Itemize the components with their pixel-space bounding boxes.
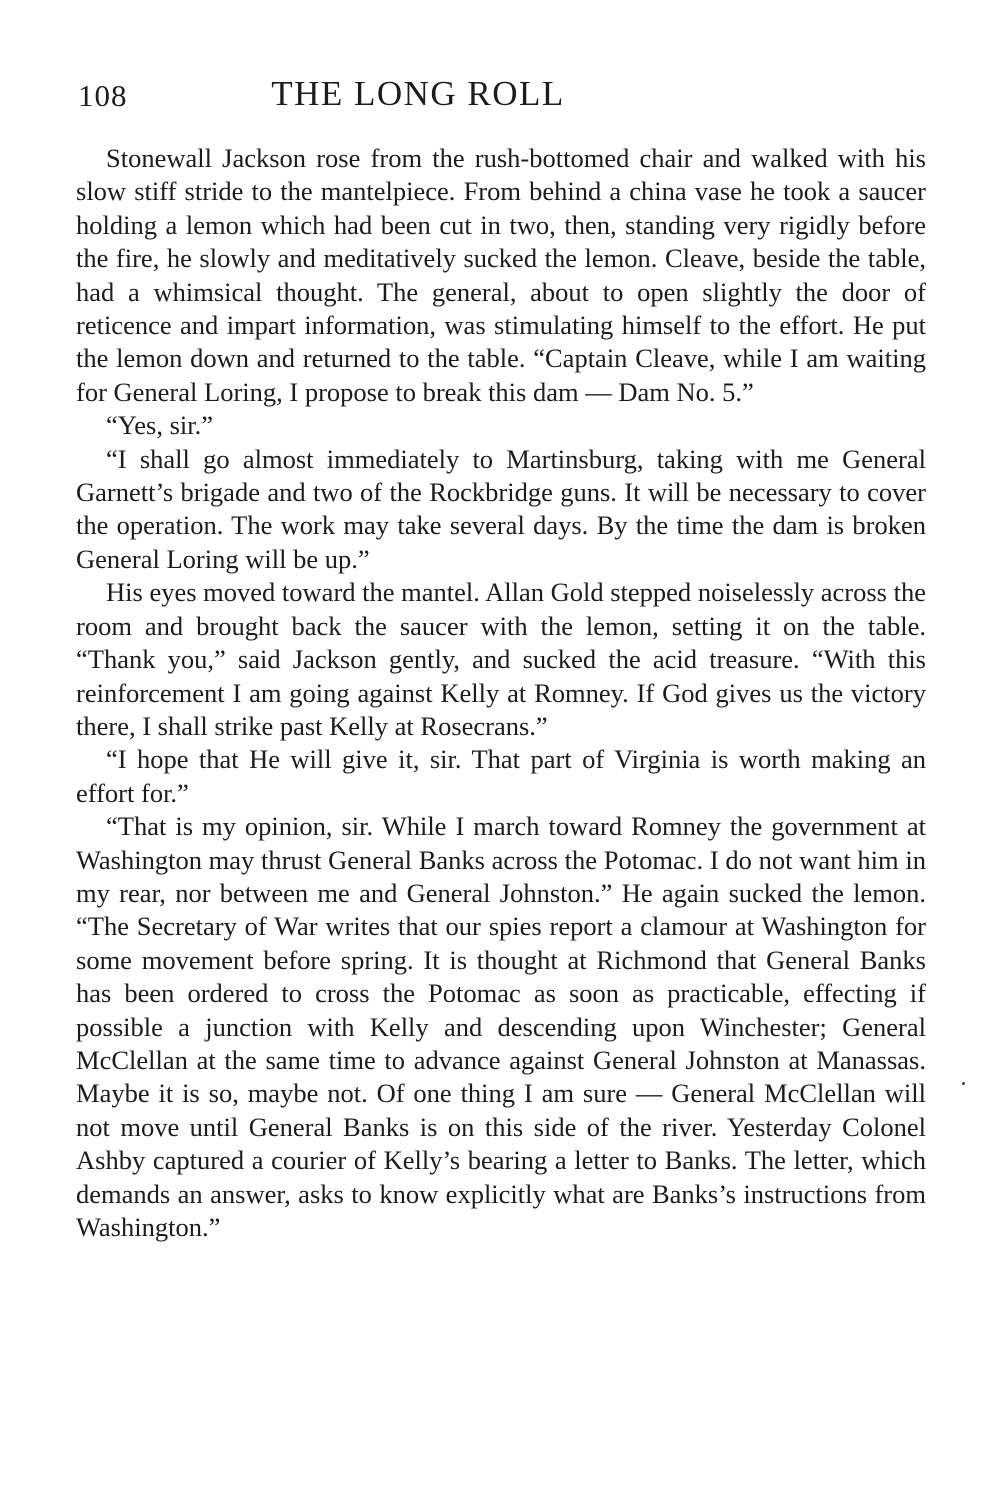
body-text bbox=[76, 142, 926, 1244]
print-speck bbox=[962, 1082, 965, 1085]
paragraph-5: “I hope that He will give it, sir. That part of Virginia is worth making an effort for.” bbox=[76, 744, 926, 808]
paragraph-1: Stonewall Jackson rose from the rush-bottomed chair and walked with his slow stiff stride to the mantelpiece. From behind a china vase he took a saucer holding a lemon which had been cut in two, then, standing very rigidly before the fire, he slowly and meditatively sucked the lemon. Cleave, beside the table, had a whimsical thought. The general, about to open slightly the door of reticence and impart information, was stimulating himself to the effort. He put the lemon down and returned to the table. “Captain Cleave, while I am waiting for General Loring, I propose to break this dam — Dam No. 5.” bbox=[76, 143, 926, 407]
page-number: 108 bbox=[78, 78, 128, 113]
running-title: THE LONG ROLL bbox=[271, 74, 565, 113]
paragraph-4: His eyes moved toward the mantel. Allan Gold stepped noiselessly across the room and brought back the saucer with the lemon, setting it on the table. “Thank you,” said Jackson gently, and sucked the acid treasure. “With this reinforcement I am going against Kelly at Romney. If God gives us the victory there, I shall strike past Kelly at Rosecrans.” bbox=[76, 577, 926, 741]
page-header bbox=[78, 72, 928, 116]
paragraph-3: “I shall go almost immediately to Martinsburg, taking with me General Garnett’s brigade and two of the Rockbridge guns. It will be necessary to cover the operation. The work may take several days. By the time the dam is broken General Loring will be up.” bbox=[76, 443, 926, 574]
paragraph-6: “That is my opinion, sir. While I march toward Romney the government at Washington may thrust General Banks across the Potomac. I do not want him in my rear, nor between me and General Johnston.” He again sucked the lemon. “The Secretary of War writes that our spies report a clamour at Washington for some movement before spring. It is thought at Richmond that General Banks has been ordered to cross the Potomac as soon as practicable, effecting if possible a junction with Kelly and descending upon Winchester; General McClellan at the same time to advance against General Johnston at Manassas. Maybe it is so, maybe not. Of one thing I am sure — General McClellan will not move until General Banks is on this side of the river. Yesterday Colonel Ashby captured a courier of Kelly’s bearing a letter to Banks. The letter, which demands an answer, asks to know explicitly what are Banks’s instructions from Washington.” bbox=[76, 811, 926, 1242]
paragraph-2: “Yes, sir.” bbox=[106, 410, 213, 441]
